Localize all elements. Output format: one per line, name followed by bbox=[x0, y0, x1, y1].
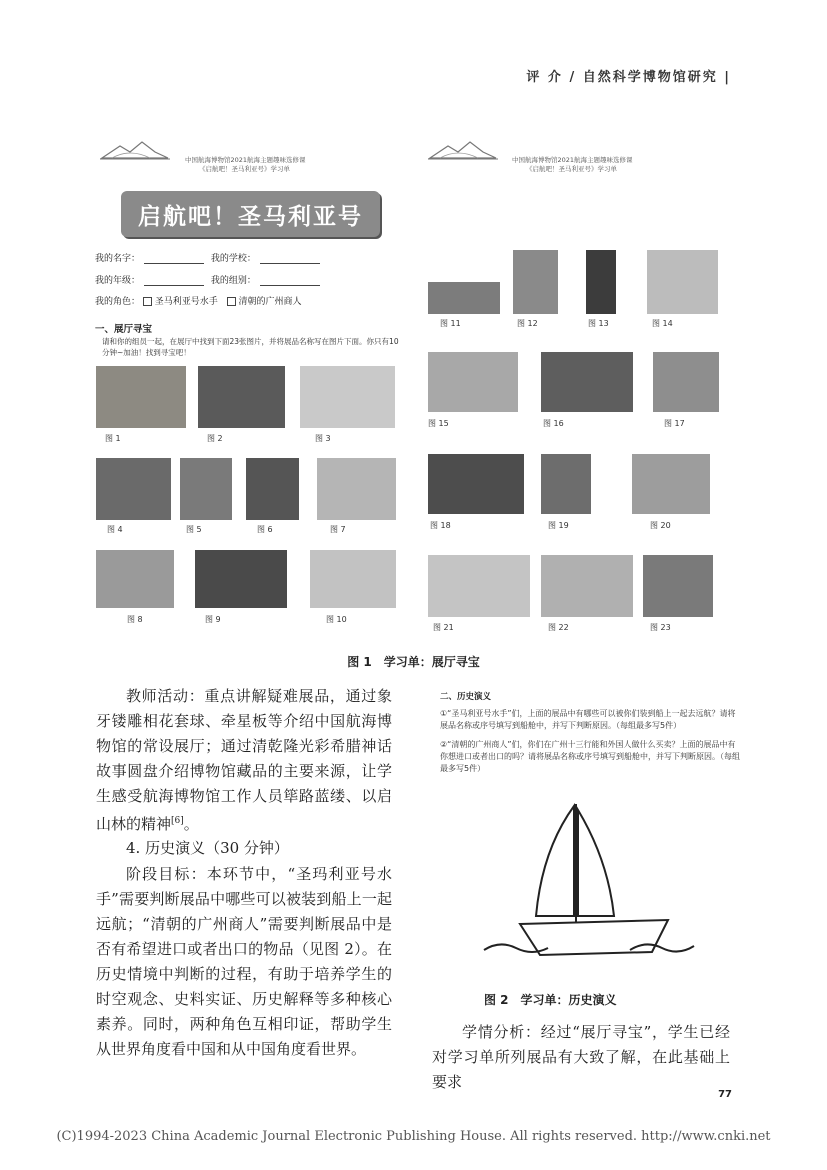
caption: 图 9 bbox=[205, 615, 221, 624]
caption: 图 23 bbox=[650, 623, 671, 632]
exhibit-photo-11 bbox=[428, 282, 500, 314]
body-paragraph-1: 教师活动：重点讲解疑难展品，通过象牙镂雕相花套球、牵星板等介绍中国航海博物馆的常设展厅；通过清乾隆光彩希腊神话故事圆盘介绍博物馆藏品的主要来源，让学生感受航海博物馆工作人员筚路蓝缕、以启山林的精神[6]。 bbox=[96, 687, 392, 833]
exhibit-photo-9 bbox=[195, 550, 287, 608]
caption: 图 6 bbox=[257, 525, 273, 534]
exhibit-photo-23 bbox=[643, 555, 713, 617]
caption: 图 10 bbox=[326, 615, 347, 624]
caption: 图 3 bbox=[315, 434, 331, 443]
worksheet2-question2: ②“清朝的广州商人”们，你们在广州十三行能和外国人做什么买卖？上面的展品中有你想进口或者出口的吗？请将展品名称或序号填写到船舱中，并写下判断原因。（每组最多写5件） bbox=[440, 740, 740, 773]
sailboat-drawing bbox=[480, 800, 700, 965]
caption: 图 16 bbox=[543, 419, 564, 428]
org-line: 《启航吧！圣马利亚号》学习单 bbox=[199, 165, 290, 173]
caption: 图 22 bbox=[548, 623, 569, 632]
exhibit-photo-2 bbox=[198, 366, 285, 428]
figure2-caption: 图 2 学习单：历史演义 bbox=[484, 993, 617, 1007]
caption: 图 20 bbox=[650, 521, 671, 530]
section1-note: 请和你的组员一起，在展厅中找到下面23张图片，并将展品名称写在图片下面。你只有10分钟~加油！找到寻宝吧！ bbox=[102, 337, 399, 357]
field-grade: 我的年级： 我的组别： bbox=[95, 273, 324, 286]
exhibit-photo-22 bbox=[541, 555, 633, 617]
caption: 图 15 bbox=[428, 419, 449, 428]
exhibit-photo-5 bbox=[180, 458, 232, 520]
role-checkbox bbox=[227, 297, 236, 306]
caption: 图 2 bbox=[207, 434, 223, 443]
org-line: 《启航吧！圣马利亚号》学习单 bbox=[526, 165, 617, 173]
page-number: 77 bbox=[718, 1089, 732, 1100]
caption: 图 19 bbox=[548, 521, 569, 530]
museum-logo-right bbox=[428, 140, 498, 164]
field-role: 我的角色： 圣马利亚号水手 清朝的广州商人 bbox=[95, 297, 302, 307]
caption: 图 4 bbox=[107, 525, 123, 534]
role-checkbox bbox=[143, 297, 152, 306]
section1-title: 一、展厅寻宝 bbox=[95, 324, 153, 335]
exhibit-photo-19 bbox=[541, 454, 591, 514]
org-line: 中国航海博物馆2021航海主题趣味选修课 bbox=[512, 156, 633, 164]
exhibit-photo-21 bbox=[428, 555, 530, 617]
cnki-footer: (C)1994-2023 China Academic Journal Electronic Publishing House. All rights reserved. http://www.cnki.net bbox=[56, 1129, 771, 1144]
citation-ref: [6] bbox=[171, 816, 184, 826]
worksheet2-question1: ①“圣马利亚号水手”们，上面的展品中有哪些可以被你们装到船上一起去远航？请将展品名称或序号填写到船舱中，并写下判断原因。（每组最多写5件） bbox=[440, 709, 736, 730]
exhibit-photo-12 bbox=[513, 250, 558, 314]
grade-blank bbox=[144, 285, 204, 286]
exhibit-photo-16 bbox=[541, 352, 633, 412]
museum-building-icon bbox=[100, 140, 170, 160]
caption: 图 14 bbox=[652, 319, 673, 328]
exhibit-photo-4 bbox=[96, 458, 171, 520]
exhibit-photo-15 bbox=[428, 352, 518, 412]
worksheet-title: 启航吧！圣马利亚号 bbox=[121, 191, 380, 237]
field-name: 我的名字： 我的学校： bbox=[95, 251, 324, 264]
caption: 图 21 bbox=[433, 623, 454, 632]
journal-header: 评 介 / 自然科学博物馆研究 | bbox=[526, 70, 731, 85]
caption: 图 1 bbox=[105, 434, 121, 443]
exhibit-photo-14 bbox=[647, 250, 718, 314]
exhibit-photo-1 bbox=[96, 366, 186, 428]
exhibit-photo-17 bbox=[653, 352, 719, 412]
worksheet-left-header bbox=[185, 156, 306, 174]
exhibit-photo-13 bbox=[586, 250, 616, 314]
body-paragraph-3: 学情分析：经过“展厅寻宝”，学生已经对学习单所列展品有大致了解，在此基础上要求 bbox=[432, 1023, 730, 1091]
org-line: 中国航海博物馆2021航海主题趣味选修课 bbox=[185, 156, 306, 164]
exhibit-photo-6 bbox=[246, 458, 299, 520]
worksheet2-title: 二、历史演义 bbox=[440, 692, 492, 702]
caption: 图 8 bbox=[127, 615, 143, 624]
exhibit-photo-18 bbox=[428, 454, 524, 514]
caption: 图 11 bbox=[440, 319, 461, 328]
caption: 图 12 bbox=[517, 319, 538, 328]
worksheet-right-header bbox=[512, 156, 633, 174]
exhibit-photo-20 bbox=[632, 454, 710, 514]
caption: 图 17 bbox=[664, 419, 685, 428]
exhibit-photo-7 bbox=[317, 458, 396, 520]
exhibit-photo-8 bbox=[96, 550, 174, 608]
museum-building-icon bbox=[428, 140, 498, 160]
museum-logo-left bbox=[100, 140, 170, 164]
group-blank bbox=[260, 285, 320, 286]
caption: 图 18 bbox=[430, 521, 451, 530]
name-blank bbox=[144, 263, 204, 264]
body-paragraph-2: 阶段目标：本环节中，“圣玛利亚号水手”需要判断展品中哪些可以被装到船上一起远航；“清朝的广州商人”需要判断展品中是否有希望进口或者出口的物品（见图 2）。在历史情境中判断的过程，有助于培养学生的时空观念、史料实证、历史解释等多种核心素养。同时，两种角色互相印证，帮助学生从世界角度看中国和从中国角度看世界。 bbox=[96, 865, 392, 1058]
caption: 图 13 bbox=[588, 319, 609, 328]
figure1-caption: 图 1 学习单：展厅寻宝 bbox=[347, 655, 480, 669]
exhibit-photo-3 bbox=[300, 366, 395, 428]
school-blank bbox=[260, 263, 320, 264]
caption: 图 7 bbox=[330, 525, 346, 534]
caption: 图 5 bbox=[186, 525, 202, 534]
exhibit-photo-10 bbox=[310, 550, 396, 608]
section-heading: 4. 历史演义（30 分钟） bbox=[126, 839, 289, 857]
